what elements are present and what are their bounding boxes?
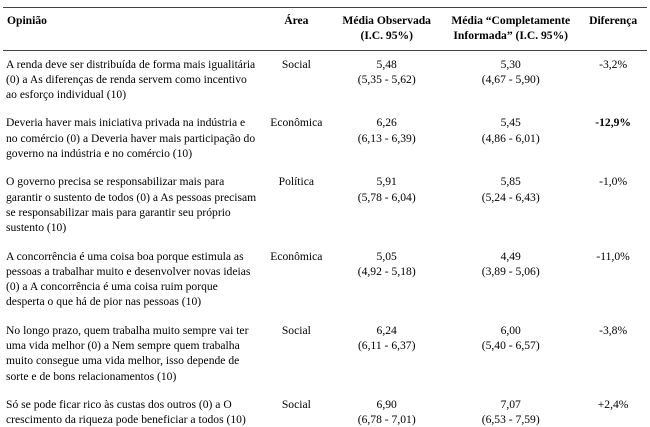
header-row [3,8,647,51]
diferenca-cell: -3,8% [599,323,628,337]
diferenca-cell: -11,0% [596,249,630,263]
opinion-cell: Deveria haver mais iniciativa privada na indústria e no comércio (0) a Deveria haver mais participação do governo na indústria e no comércio (10) [6,116,256,161]
table-row [3,109,647,168]
media-observada-cell: 6,26 (6,13 - 6,39) [357,116,416,145]
opinion-cell: A renda deve ser distribuída de forma mais igualitária (0) a As diferenças de renda servem como incentivo ao esforço individual (10) [6,57,256,102]
area-cell: Política [278,175,315,189]
opinion-cell: Só se pode ficar rico às custas dos outros (0) a O crescimento da riqueza pode beneficiar a todos (10) [6,397,246,427]
area-cell: Econômica [270,249,323,263]
opinion-cell: No longo prazo, quem trabalha muito sempre vai ter uma vida melhor (0) a Nem sempre quem trabalha muito consegue uma vida melhor, isso depende de sorte e de bons relacionamentos (10) [6,323,249,383]
table-header [3,8,647,51]
media-observada-cell: 5,05 (4,92 - 5,18) [357,249,416,278]
diferenca-cell: +2,4% [597,397,629,411]
media-informada-cell: 5,85 (5,24 - 6,43) [481,175,540,204]
table-body [3,50,647,427]
media-informada-cell: 7,07 (6,53 - 7,59) [481,397,540,427]
col-header-media-informada: Média “Completamente Informada” (I.C. 95%) [442,8,579,51]
opinion-cell: O governo precisa se responsabilizar mais para garantir o sustento de todos (0) a As pessoas precisam se responsabilizar mais para garantir seu próprio sustento (10) [6,175,257,235]
area-cell: Social [281,57,311,71]
media-informada-cell: 5,45 (4,86 - 6,01) [481,116,540,145]
media-observada-cell: 6,24 (6,11 - 6,37) [357,323,416,353]
table-row [3,168,647,242]
table-row [3,391,647,427]
media-informada-cell: 4,49 (3,89 - 5,06) [481,249,540,278]
diferenca-cell: -1,0% [599,175,628,189]
col-header-media-observada: Média Observada (I.C. 95%) [331,8,442,51]
opinion-cell: A concorrência é uma coisa boa porque estimula as pessoas a trabalhar muito e desenvolver novas ideias (0) a A concorrência é uma coisa ruim porque desperta o que há de pior nas pessoas (10) [6,249,251,309]
diferenca-cell: -12,9% [595,116,631,130]
opinion-results-table [3,7,647,427]
area-cell: Social [281,323,311,337]
table-row [3,50,647,109]
diferenca-cell: -3,2% [599,57,628,71]
area-cell: Econômica [270,116,323,130]
media-observada-cell: 5,91 (5,78 - 6,04) [357,175,416,204]
col-header-area: Área [261,8,331,51]
table-row [3,243,647,317]
media-observada-cell: 6,90 (6,78 - 7,01) [357,397,416,427]
col-header-opiniao: Opinião [3,8,261,51]
media-informada-cell: 6,00 (5,40 - 6,57) [481,323,540,353]
media-informada-cell: 5,30 (4,67 - 5,90) [481,57,540,86]
col-header-diferenca: Diferença [579,8,647,51]
table-row [3,317,647,391]
area-cell: Social [281,397,311,411]
media-observada-cell: 5,48 (5,35 - 5,62) [357,57,416,86]
